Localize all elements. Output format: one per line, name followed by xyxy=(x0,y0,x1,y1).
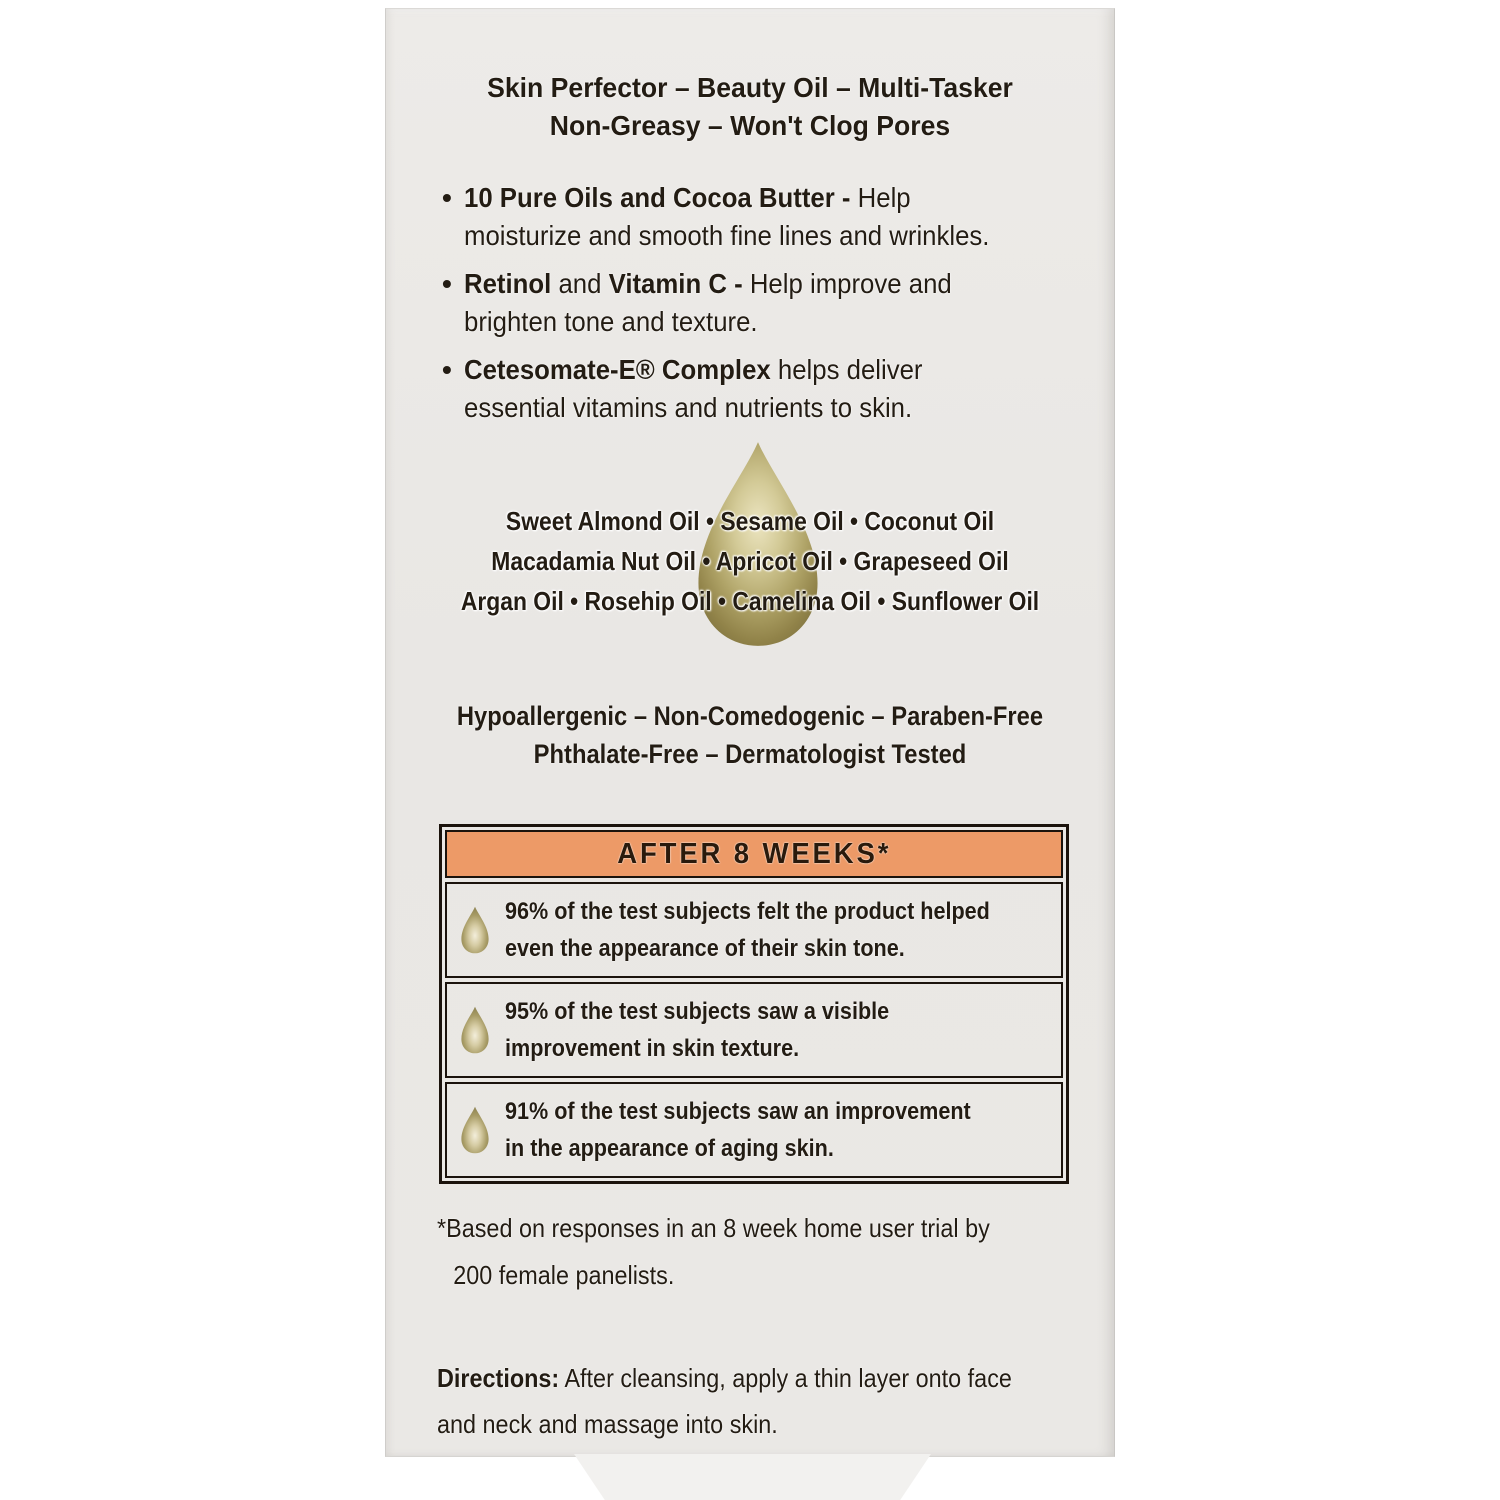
oils-line-3: Argan Oil • Rosehip Oil • Camelina Oil • Sunflower Oil xyxy=(460,586,1040,616)
footnote xyxy=(437,1205,1051,1299)
oils-list xyxy=(386,501,1114,621)
oils-line-2: Macadamia Nut Oil • Apricot Oil • Grapeseed Oil xyxy=(491,546,1009,576)
bullet-dot: • xyxy=(442,354,452,385)
results-row-text: 96% of the test subjects felt the product helped even the appearance of their skin tone. xyxy=(505,898,990,962)
product-box-back-panel xyxy=(385,8,1115,1457)
directions xyxy=(437,1355,1076,1447)
bullet-item-retinol xyxy=(438,265,1078,341)
oils-line-1: Sweet Almond Oil • Sesame Oil • Coconut Oil xyxy=(505,506,995,536)
results-row-96 xyxy=(445,882,1063,978)
free-claims xyxy=(386,697,1114,773)
bullet-line: Retinol and Vitamin C - Help improve and xyxy=(464,268,952,299)
bullet-line: Cetesomate-E® Complex helps deliver xyxy=(464,354,923,385)
results-row-95 xyxy=(445,982,1063,1078)
results-row-91 xyxy=(445,1082,1063,1178)
results-table xyxy=(439,824,1069,1184)
oil-droplet-icon xyxy=(457,1106,493,1154)
directions-line-2: and neck and massage into skin. xyxy=(437,1409,778,1439)
bullet-item-oils xyxy=(438,179,1078,255)
bullet-line: moisturize and smooth fine lines and wrinkles. xyxy=(464,220,990,251)
free-claims-line-1: Hypoallergenic – Non-Comedogenic – Paraben-Free xyxy=(456,701,1044,731)
bullet-line: brighten tone and texture. xyxy=(464,306,758,337)
free-claims-line-2: Phthalate-Free – Dermatologist Tested xyxy=(533,739,967,769)
directions-label: Directions: xyxy=(437,1363,560,1393)
footnote-line-1: *Based on responses in an 8 week home user trial by xyxy=(437,1213,990,1243)
box-bottom-flap xyxy=(574,1454,931,1500)
results-row-text: 95% of the test subjects saw a visible improvement in skin texture. xyxy=(505,998,890,1062)
bullet-dot: • xyxy=(442,182,452,213)
bullet-line: essential vitamins and nutrients to skin. xyxy=(464,392,913,423)
bullet-item-cetesomate xyxy=(438,351,1078,427)
bullet-line: 10 Pure Oils and Cocoa Butter - Help xyxy=(464,182,911,213)
claims-header xyxy=(386,69,1114,145)
claims-line-1: Skin Perfector – Beauty Oil – Multi-Tasker xyxy=(487,72,1013,103)
directions-line-1: Directions: After cleansing, apply a thin layer onto face xyxy=(437,1363,1012,1393)
oil-droplet-icon xyxy=(457,906,493,954)
footnote-line-2: 200 female panelists. xyxy=(453,1260,675,1290)
results-row-text: 91% of the test subjects saw an improvement in the appearance of aging skin. xyxy=(505,1098,971,1162)
bullet-dot: • xyxy=(442,268,452,299)
oil-droplet-icon xyxy=(457,1006,493,1054)
results-table-title: AFTER 8 WEEKS* xyxy=(616,837,892,870)
results-table-header xyxy=(445,830,1063,878)
claims-line-2: Non-Greasy – Won't Clog Pores xyxy=(549,110,951,141)
